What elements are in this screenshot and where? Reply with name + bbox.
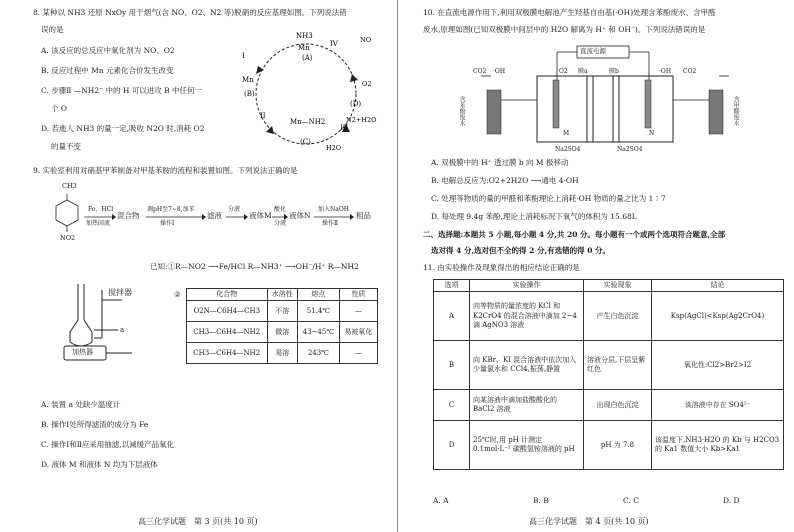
q11-th-option: 选项: [434, 280, 470, 292]
label-n2-h2o: N2+H2O: [346, 116, 377, 124]
table-cell: Ksp(AgCl)<Ksp(Ag2CrO4): [652, 292, 784, 341]
q10-stem-line1: 10. 在直流电源作用下,利用双极膜电解池产生羟基自由基(·OH)处理含苯酚废水、含甲醛: [423, 8, 716, 17]
q8-stem-line2: 误的是: [41, 25, 64, 34]
cycle-arrow-2: [266, 126, 274, 134]
q9-th-solubility: 水溶性: [267, 289, 297, 301]
q8-option-d-line2: 的量不变: [51, 142, 81, 151]
q10-option-c: C. 处理等物质的量的甲醛和苯酚理论上消耗·OH 物质的量之比为 1∶7: [431, 194, 666, 203]
table-cell: 产生白色沉淀: [584, 292, 652, 341]
q11-table: [433, 279, 784, 470]
cycle-arrow-1: [350, 74, 358, 82]
flow-arrow-4: [272, 214, 288, 220]
right-page-footer: 高三化学试题 第 4 页(共 10 页): [529, 517, 649, 527]
flow-arrow-3: [226, 214, 248, 220]
table-cell: pH 为 7.8: [584, 421, 652, 470]
label-iv: IV: [330, 40, 338, 48]
circle-two: ②: [174, 290, 181, 299]
table-cell: 不溶: [267, 301, 297, 322]
label-mnnh2: Mn—NH2: [290, 118, 326, 126]
table-cell: 该温度下,NH3·H2O 的 Kb 与 H2CO3 的 Ka1 数值大小 Kb>Ka1: [652, 421, 784, 470]
table-cell: D: [434, 421, 470, 470]
phenol-tank-label: 含苯酚废水: [458, 96, 466, 126]
q8-option-b: B. 反应过程中 Mn 元素化合价发生改变: [41, 66, 174, 75]
q11-option-a: A. A: [433, 496, 449, 505]
label-o2: O2: [362, 80, 372, 88]
struct-no2: NO2: [60, 234, 76, 242]
table-cell: 易被氧化: [339, 322, 377, 343]
label-no: NO: [360, 36, 372, 44]
table-cell: 51.4℃: [297, 301, 339, 322]
q11-option-d: D. D: [723, 496, 740, 505]
table-cell: 氧化性:Cl2>Br2>I2: [652, 341, 784, 390]
co2-left: CO2: [473, 68, 487, 75]
table-cell: 微溶: [267, 322, 297, 343]
table-cell: 向某溶液中滴加盐酸酸化的 BaCl2 溶液: [470, 390, 584, 421]
struct-ch3: CH3: [62, 182, 77, 190]
table-cell: CH3—C6H4—NH2: [187, 322, 268, 343]
flow-sep: 分液: [228, 206, 241, 213]
electrode-n: N: [649, 130, 655, 137]
q11-stem: 11. 由实验操作及现象得出的相应结论正确的是: [423, 263, 580, 272]
label-mn-b: Mn: [242, 76, 254, 84]
q9-th-property: 性质: [339, 289, 377, 301]
table-row: [434, 390, 784, 421]
na2so4-left: Na2SO4: [555, 146, 581, 153]
oh-left: ·OH: [493, 68, 506, 75]
label-a: (A): [302, 54, 313, 62]
q11-th-conclusion: 结论: [652, 280, 784, 292]
q10-option-b: B. 电解总反应为:O2+2H2O ⟶通电 4·OH: [431, 176, 579, 185]
reaction-cycle-diagram: [234, 22, 384, 162]
electrode-m: M: [563, 130, 570, 137]
q9-option-c: C. 操作Ⅰ和Ⅱ应采用抽滤,以减缓产品氧化: [41, 440, 175, 449]
film-a-label: 膜a: [578, 68, 588, 75]
table-row: [187, 322, 378, 343]
label-iii: III: [340, 124, 349, 132]
label-d: (D): [350, 100, 362, 108]
q8-option-d-line1: D. 若進人 NH3 的量一定,吸收 N2O 时,消耗 O2: [41, 124, 205, 133]
q8-option-c-line2: 个 O: [51, 104, 68, 113]
stirrer-label: 搅拌器: [108, 288, 132, 297]
table-cell: 25℃时,用 pH 计测定 0.1mol·L⁻¹ 碳酸氢铵溶液的 pH: [470, 421, 584, 470]
table-cell: O2N—C6H4—CH3: [187, 301, 268, 322]
table-cell: —: [339, 301, 377, 322]
apparatus-a-label: a: [120, 326, 125, 334]
heater-label: 加热器: [72, 348, 93, 356]
label-c: (C): [300, 138, 311, 146]
right-page: [397, 0, 794, 532]
power-label: 直流电源: [580, 47, 606, 55]
flow-liquid-m: 液体M: [249, 211, 272, 220]
table-cell: 溶液分层,下层呈紫红色: [584, 341, 652, 390]
label-h2o: H2O: [326, 144, 342, 152]
film-b-label: 膜b: [609, 68, 619, 75]
table-row: [434, 341, 784, 390]
label-nh3: NH3: [296, 32, 313, 40]
label-i: I: [242, 52, 245, 60]
cycle-arrow-3: [256, 66, 264, 74]
flow-sep-2: 分液: [274, 220, 287, 227]
q10-stem-line2: 废水,原理如图(已知双极膜中间层中的 H2O 解离为 H⁺ 和 OH⁻)。下列说法错误的是: [423, 25, 706, 34]
q11-th-operation: 实验操作: [470, 280, 584, 292]
q11-option-c: C. C: [623, 496, 639, 505]
q9-property-table: [186, 288, 378, 364]
flow-filtrate: 滤液: [207, 211, 222, 220]
table-cell: B: [434, 341, 470, 390]
q8-stem-line1: 8. 某种以 NH3 还原 NxOy 用于烟气(含 NO、O2、N2 等)脱硝的反应基理如图。下列说法错: [33, 8, 347, 17]
co2-right: CO2: [683, 68, 697, 75]
flow-product: 粗品: [356, 211, 371, 220]
q10-option-d: D. 每处理 9.4g 苯酚,理论上消耗标况下氧气的体积为 15.68L: [431, 212, 637, 221]
table-cell: 出现白色沉淀: [584, 390, 652, 421]
table-cell: A: [434, 292, 470, 341]
q11-th-phenomenon: 实验现象: [584, 280, 652, 292]
table-cell: 43~45℃: [297, 322, 339, 343]
q8-option-a: A. 该反应的总反应中氧化剂为 NO、O2: [41, 46, 175, 55]
table-cell: —: [339, 343, 377, 364]
table-row: [187, 301, 378, 322]
q10-option-a: A. 双极膜中的 H⁺ 透过膜 b 向 M 极移动: [431, 158, 569, 167]
q9-th-melting: 熔点: [297, 289, 339, 301]
table-cell: 243℃: [297, 343, 339, 364]
table-cell: 向等物质的量浓度的 KCl 和 K2CrO4 的混合溶液中滴加 2~4 滴 AgNO3 溶液: [470, 292, 584, 341]
table-cell: C: [434, 390, 470, 421]
q11-option-b: B. B: [533, 496, 549, 505]
section2-line1: 二、选择题:本题共 5 小题,每小题 4 分,共 20 分。每小题有一个或两个选项符合题意,全部: [423, 230, 726, 239]
left-page-footer: 高三化学试题 第 3 页(共 10 页): [138, 517, 258, 527]
q9-option-b: B. 操作Ⅰ处所得滤渣的成分为 Fe: [41, 420, 149, 429]
section2-line2: 选对得 4 分,选对但不全的得 2 分,有选错的得 0 分。: [431, 246, 611, 255]
q9-known: 已知:①R—NO2 ⟶Fe/HCl R—NH3⁺ ⟶OH⁻/H⁺ R—NH2: [150, 262, 359, 271]
flow-adjust: 调pH至7~8,加苯: [147, 206, 195, 213]
oh-right: ·OH: [659, 68, 672, 75]
q8-option-c-line1: C. 步骤Ⅱ —NH2⁻ 中的 H 可以进攻 B 中任何一: [41, 86, 203, 95]
table-cell: 易溶: [267, 343, 297, 364]
electrolysis-diagram: [477, 40, 740, 150]
q9-stem: 9. 实验室利用对硝基甲苯制备对甲基苯胺的流程和装置如图。下列说法正确的是: [33, 166, 298, 175]
flow-mixture: 混合物: [117, 211, 140, 220]
q9-option-a: A. 装置 a 处缺少温度计: [41, 400, 121, 409]
o2-label: O2: [559, 68, 568, 75]
table-row: [187, 343, 378, 364]
flow-liquid-n: 液体N: [289, 211, 311, 220]
table-row: [434, 292, 784, 341]
flow-op2: 操作Ⅱ: [322, 220, 339, 227]
flow-reagent: Fe、HCl: [88, 206, 114, 213]
flow-arrow-1: [84, 214, 116, 220]
flow-acid: 酸化: [274, 206, 287, 213]
flow-arrow-2: [146, 214, 206, 220]
label-b: (B): [244, 90, 255, 98]
table-cell: 向 KBr、KI 混合溶液中依次加入少量氯水和 CCl4,振荡,静置: [470, 341, 584, 390]
label-mn-a: Mn: [298, 44, 310, 52]
table-row: [434, 421, 784, 470]
label-ii: II: [260, 112, 266, 120]
table-cell: CH3—C6H4—NH2: [187, 343, 268, 364]
table-cell: 该溶液中存在 SO4²⁻: [652, 390, 784, 421]
q9-th-compound: 化合物: [187, 289, 268, 301]
q9-option-d: D. 液体 M 和液体 N 均为下层液体: [41, 460, 158, 469]
formaldehyde-tank-label: 含甲醛废水: [732, 96, 740, 126]
benzene-ring-icon: [54, 194, 80, 232]
flow-op1: 操作Ⅰ: [160, 220, 175, 227]
na2so4-right: Na2SO4: [617, 146, 643, 153]
flow-naoh: 加入NaOH: [318, 206, 349, 213]
flow-arrow-5: [314, 214, 354, 220]
flow-heat: 加热回流: [86, 220, 111, 227]
